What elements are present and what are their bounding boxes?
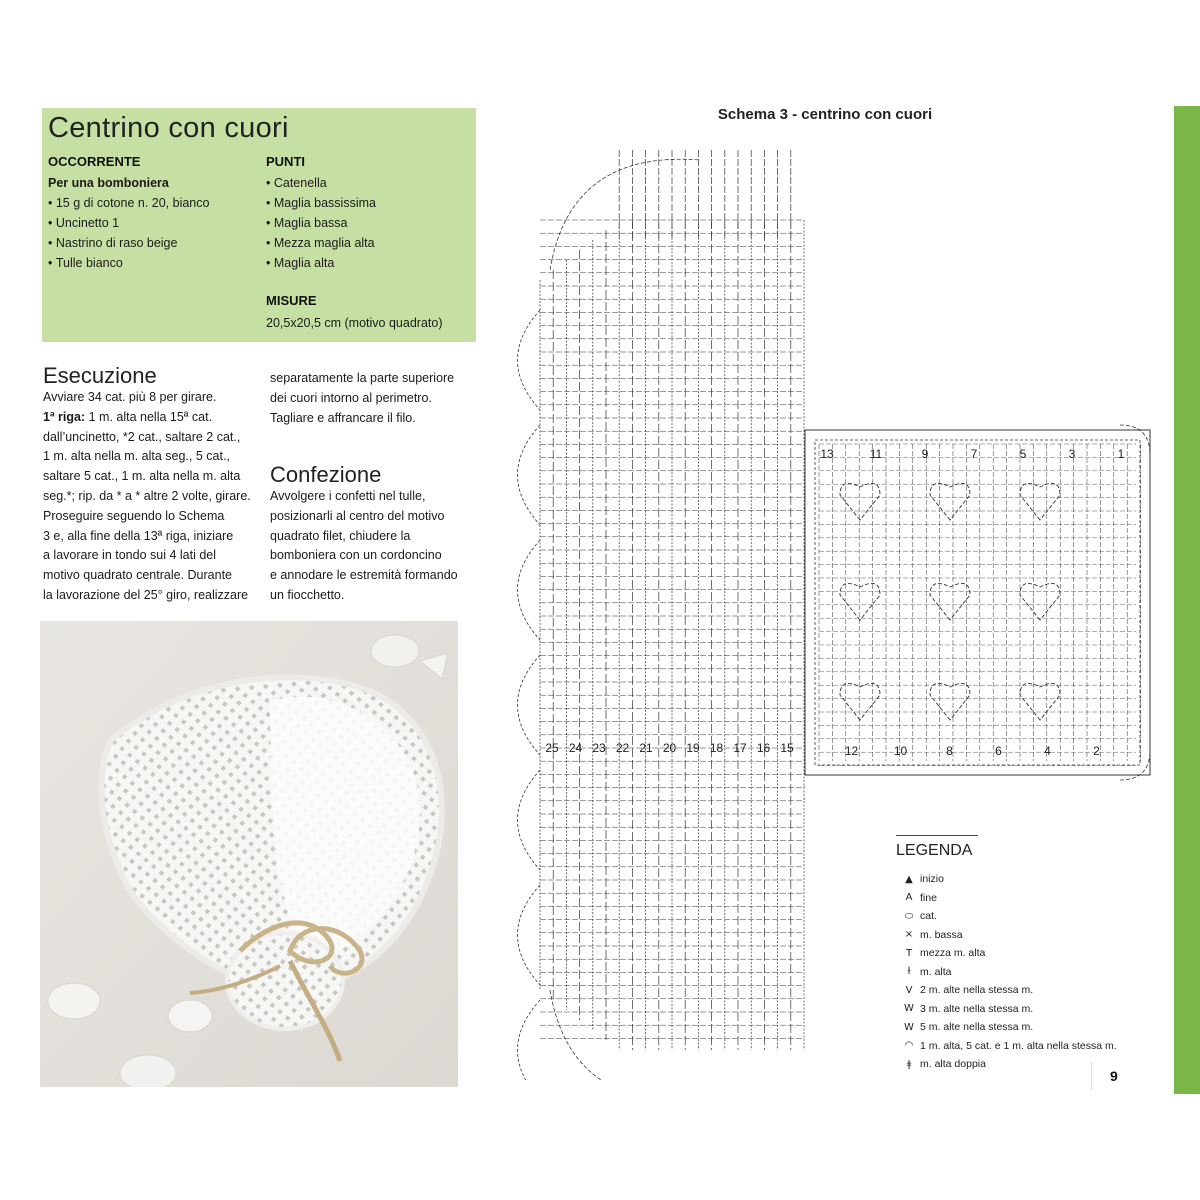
schema-row-number: 12: [844, 744, 859, 758]
schema-heart: [930, 583, 970, 620]
schema-row-number: 10: [893, 744, 908, 758]
legend-item: [900, 1018, 1033, 1036]
legend-item: [900, 870, 944, 888]
punti-heading: PUNTI: [266, 154, 305, 169]
page-number-rule: [1091, 1062, 1092, 1090]
text-line: 1ª riga: 1 m. alta nella 15ª cat.: [43, 409, 213, 424]
text-line: 3 e, alla fine della 13ª riga, iniziare: [43, 528, 234, 543]
schema-round-number: 21: [639, 741, 653, 755]
text-line: seg.*; rip. da * a * altre 2 volte, girare.: [43, 488, 251, 503]
schema-row-number: 7: [970, 447, 978, 461]
legend-item: [900, 963, 952, 981]
esecuzione-text-cont: [270, 369, 475, 428]
schema-row-number: 11: [869, 447, 883, 461]
schema-scallop: [518, 310, 541, 410]
schema-scallop: [518, 770, 541, 870]
schema-round-number: 15: [780, 741, 794, 755]
schema-row-number: 9: [921, 447, 929, 461]
schema-fan: [550, 159, 700, 270]
schema-square-inner: [815, 440, 1140, 765]
schema-scallop: [518, 885, 541, 985]
punti-item: • Maglia bassissima: [266, 193, 471, 213]
text-line: Avviare 34 cat. più 8 per girare.: [43, 390, 217, 404]
text-line: 1 m. alta nella m. alta seg., 5 cat.,: [43, 449, 230, 464]
text-line: dei cuori intorno al perimetro.: [270, 390, 432, 405]
schema-row-number: 1: [1117, 447, 1125, 461]
legend-rule: [896, 835, 978, 836]
text-line: Avvolgere i confetti nel tulle,: [270, 489, 426, 503]
schema-heart: [1020, 583, 1060, 620]
legend-symbol-icon: T: [905, 947, 913, 959]
schema-row-number: 8: [946, 744, 953, 758]
schema-heart: [1020, 483, 1060, 520]
legend-label: 3 m. alte nella stessa m.: [920, 1002, 1034, 1015]
punti-section: [266, 152, 471, 273]
page-number: 9: [1110, 1068, 1118, 1084]
schema-row-number: 3: [1068, 447, 1076, 461]
punti-list: [266, 173, 471, 273]
schema-round-number: 24: [568, 741, 583, 755]
legend-symbol-icon: ƚ: [907, 966, 911, 977]
legend-label: m. alta doppia: [920, 1058, 986, 1070]
legend-label: m. alta: [920, 965, 952, 978]
legend-label: inizio: [920, 873, 944, 885]
legend-symbol-icon: ◠: [904, 1040, 914, 1051]
legend-item: [900, 907, 937, 925]
text-line: a lavorare in tondo sui 4 lati del: [43, 548, 217, 563]
punti-item: • Maglia bassa: [266, 213, 471, 233]
legend-symbol-icon: V: [905, 984, 913, 996]
occorrente-item: • Tulle bianco: [48, 253, 258, 273]
schema-row-number: 6: [995, 744, 1002, 758]
legend-title: LEGENDA: [896, 842, 973, 859]
text-line: posizionarli al centro del motivo: [270, 508, 445, 523]
text-line: separatamente la parte superiore: [270, 371, 455, 385]
legend-label: 5 m. alte nella stessa m.: [920, 1021, 1034, 1033]
legend-item: [900, 1055, 986, 1073]
legend-symbol-icon: ×: [904, 929, 914, 940]
schema-scallop: [518, 540, 541, 640]
legend-symbol-icon: W: [904, 1021, 914, 1033]
schema-round-number: 23: [592, 741, 606, 755]
legend-label: 1 m. alta, 5 cat. e 1 m. alta nella stessa m.: [920, 1039, 1117, 1052]
text-line: la lavorazione del 25° giro, realizzare: [43, 587, 249, 602]
legend-item: [900, 944, 985, 962]
schema-row-number: 13: [820, 447, 834, 461]
crochet-schema: [480, 130, 1160, 1080]
legend-symbol-icon: W: [904, 1003, 914, 1014]
schema-row-number: 2: [1093, 744, 1100, 758]
misure-heading: MISURE: [266, 293, 317, 308]
text-line: e annodare le estremità formando: [270, 568, 458, 583]
schema-heart: [1020, 683, 1060, 720]
legend-item: [900, 981, 1033, 999]
legend-label: fine: [920, 891, 937, 904]
schema-round-number: 17: [733, 741, 747, 755]
photo-illustration: [40, 621, 458, 1087]
legend-symbol-icon: ⬭: [904, 910, 914, 922]
product-photo: [40, 621, 458, 1087]
schema-scallop: [518, 425, 541, 525]
legend-symbol-icon: A: [905, 892, 913, 903]
schema-scallop: [518, 1000, 541, 1080]
text-line: motivo quadrato centrale. Durante: [43, 568, 232, 583]
text-line: bomboniera con un cordoncino: [270, 548, 442, 563]
legend-item: [900, 1037, 1117, 1055]
confezione-text: [270, 487, 475, 606]
occorrente-item: • Uncinetto 1: [48, 213, 258, 233]
occorrente-subheading: Per una bomboniera: [48, 176, 169, 190]
schema-row-number: 4: [1044, 744, 1051, 758]
bold-prefix: 1ª riga:: [43, 409, 86, 424]
schema-round-number: 18: [709, 741, 724, 755]
legend-symbol-icon: ǂ: [906, 1058, 912, 1070]
schema-scallop: [518, 655, 541, 755]
text-line: saltare 5 cat., 1 m. alta nella m. alta: [43, 469, 241, 484]
legend-item: [900, 889, 937, 907]
schema-title: Schema 3 - centrino con cuori: [717, 106, 933, 123]
legend-label: mezza m. alta: [920, 947, 986, 959]
legend-item: [900, 926, 963, 944]
punti-item: • Catenella: [266, 173, 471, 193]
schema-round-number: 25: [545, 741, 559, 755]
schema-row-number: 5: [1019, 447, 1027, 461]
punti-item: • Maglia alta: [266, 253, 471, 273]
text-line: quadrato filet, chiudere la: [270, 528, 411, 543]
schema-fan: [550, 990, 700, 1080]
legend-label: m. bassa: [920, 928, 963, 941]
legend-item: [900, 1000, 1033, 1018]
page-title: Centrino con cuori: [48, 112, 289, 144]
esecuzione-text: [43, 388, 268, 606]
occorrente-list: [48, 193, 258, 273]
text-line: Tagliare e affrancare il filo.: [270, 410, 416, 425]
legend-symbol-icon: ▲: [905, 873, 913, 885]
esecuzione-heading: Esecuzione: [43, 363, 157, 388]
punti-item: • Mezza maglia alta: [266, 233, 471, 253]
legend-label: 2 m. alte nella stessa m.: [920, 984, 1034, 996]
occorrente-item: • 15 g di cotone n. 20, bianco: [48, 193, 258, 213]
misure-text: 20,5x20,5 cm (motivo quadrato): [266, 316, 443, 330]
schema-heart: [930, 483, 970, 520]
side-accent-bar: [1174, 106, 1200, 1094]
schema-square-outline: [805, 430, 1150, 775]
schema-round-number: 19: [686, 741, 700, 755]
schema-round-number: 22: [615, 741, 630, 755]
misure-section: [266, 291, 471, 333]
schema-round-number: 16: [756, 741, 771, 755]
legend-label: cat.: [920, 910, 937, 922]
schema-round-number: 20: [662, 741, 677, 755]
occorrente-heading: OCCORRENTE: [48, 154, 141, 169]
text-line: dall’uncinetto, *2 cat., saltare 2 cat.,: [43, 429, 241, 444]
confezione-heading: Confezione: [270, 462, 382, 487]
occorrente-section: [48, 152, 258, 273]
text-line: un fiocchetto.: [270, 587, 345, 602]
occorrente-item: • Nastrino di raso beige: [48, 233, 258, 253]
text-line: Proseguire seguendo lo Schema: [43, 508, 225, 523]
schema-heart: [930, 683, 970, 720]
